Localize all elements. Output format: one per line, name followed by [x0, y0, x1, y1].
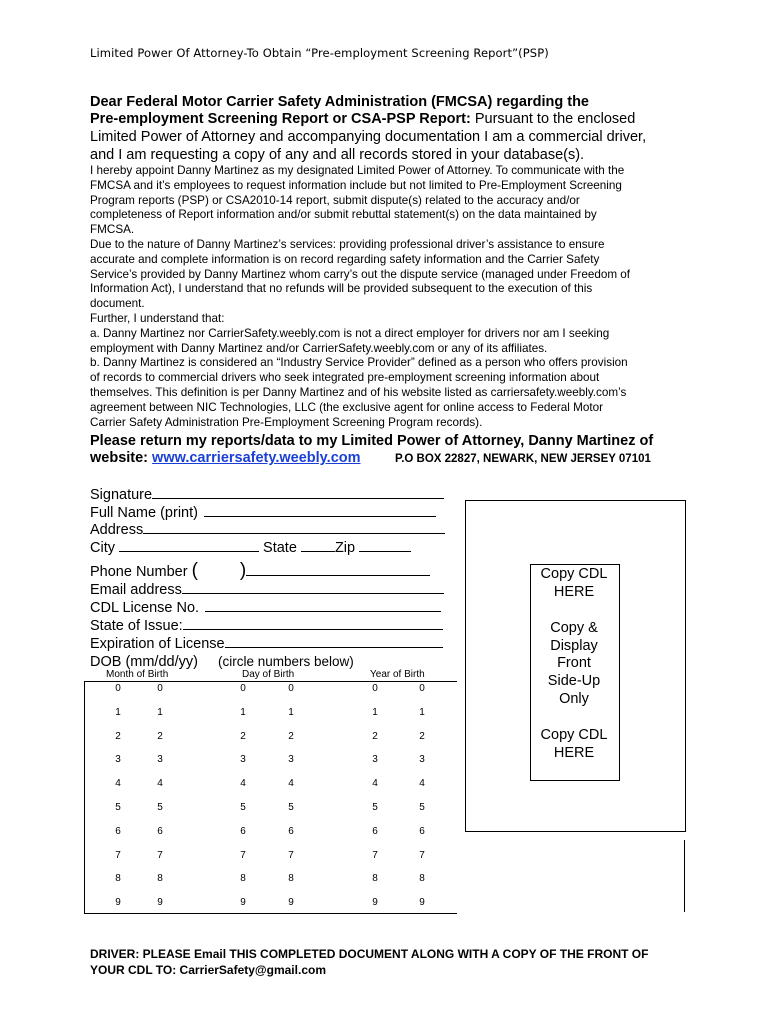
dob-digit[interactable]: 9	[372, 897, 378, 909]
dob-digit[interactable]: 7	[240, 849, 246, 861]
address-line[interactable]	[143, 521, 445, 534]
email-line[interactable]	[182, 581, 444, 594]
email-label: Email address	[90, 582, 182, 598]
dob-digit[interactable]: 1	[157, 706, 163, 718]
expiration-line[interactable]	[225, 635, 443, 648]
dob-digit[interactable]: 9	[288, 897, 294, 909]
dob-digit[interactable]: 2	[372, 730, 378, 742]
cdl-line: HERE	[553, 744, 595, 761]
body-line: Program reports (PSP) or CSA2010-14 report, submit dispute(s) related to the accuracy and/or	[90, 193, 580, 207]
dob-digit[interactable]: 3	[115, 754, 121, 766]
state-of-issue-line[interactable]	[183, 617, 443, 630]
cdl-line: Copy CDL	[540, 566, 608, 582]
dob-digit[interactable]: 0	[288, 683, 294, 694]
body-line: completeness of Report information and/or submit rebuttal statement(s) on the data maintained by	[90, 208, 597, 222]
website-label: website:	[90, 450, 149, 466]
full-name-field[interactable]	[90, 504, 436, 523]
mailing-address: P.O BOX 22827, NEWARK, NEW JERSEY 07101	[395, 453, 651, 465]
body-line: FMCSA.	[90, 223, 135, 237]
dob-digit[interactable]: 6	[157, 825, 163, 837]
dob-digit[interactable]: 7	[288, 849, 294, 861]
dob-digit[interactable]: 4	[288, 778, 294, 790]
cdl-line: Copy &	[550, 620, 598, 637]
dob-digit[interactable]: 8	[288, 873, 294, 885]
dob-digit[interactable]: 3	[419, 754, 425, 766]
website-link[interactable]: www.carriersafety.weebly.com	[152, 450, 361, 466]
state-label: State	[263, 540, 297, 556]
body-line: of records to commercial drivers who seek integrated pre-employment screening information about	[90, 371, 600, 385]
body-line: a. Danny Martinez nor CarrierSafety.weebly.com is not a direct employer for drivers nor am I seeking	[90, 326, 610, 340]
zip-label: Zip	[334, 540, 356, 556]
body-line: Due to the nature of Danny Martinez’s services: providing professional driver’s assistance to ensure	[90, 237, 605, 251]
cdl-number-field[interactable]	[90, 599, 441, 618]
dob-table	[84, 681, 457, 914]
dob-digit[interactable]: 4	[372, 778, 378, 790]
city-state-zip-field[interactable]	[90, 539, 411, 558]
dob-digit[interactable]: 2	[419, 730, 425, 742]
full-name-line[interactable]	[204, 504, 436, 517]
cdl-line: Display	[550, 637, 598, 654]
dob-label: DOB (mm/dd/yy)	[90, 654, 198, 670]
dob-digit[interactable]: 5	[419, 802, 425, 813]
greeting-line-1: Dear Federal Motor Carrier Safety Administration (FMCSA) regarding the	[90, 94, 589, 110]
dob-digit[interactable]: 0	[240, 683, 246, 694]
greeting-rest: Pursuant to the enclosed	[470, 111, 636, 127]
full-name-label: Full Name (print)	[90, 505, 198, 521]
dob-digit[interactable]: 6	[288, 825, 294, 837]
cdl-number-label: CDL License No.	[90, 600, 200, 616]
cdl-line: HERE	[553, 583, 595, 600]
dob-digit[interactable]: 9	[240, 897, 246, 909]
body-line: agreement between NIC Technologies, LLC (the exclusive agent for online access to Federal Motor	[90, 400, 604, 414]
dob-digit[interactable]: 4	[115, 778, 121, 790]
cdl-area-tail-line	[684, 840, 685, 912]
dob-digit[interactable]: 2	[157, 730, 163, 742]
state-of-issue-field[interactable]	[90, 617, 443, 636]
return-notice-website-line	[90, 450, 361, 467]
greeting-line-2	[90, 111, 635, 128]
dob-digit[interactable]: 4	[157, 778, 163, 790]
dob-digit[interactable]: 5	[372, 802, 378, 813]
intro-line-3: Limited Power of Attorney and accompanying documentation I am a commercial driver,	[90, 129, 647, 145]
expiration-label: Expiration of License	[90, 636, 225, 652]
signature-label: Signature	[90, 487, 153, 503]
body-line: Information Act), I understand that no refunds will be provided subsequent to the execution of this	[90, 282, 593, 296]
dob-digit[interactable]: 9	[419, 897, 425, 909]
footer-instruction-1: DRIVER: PLEASE Email THIS COMPLETED DOCUMENT ALONG WITH A COPY OF THE FRONT OF	[90, 947, 649, 961]
dob-digit[interactable]: 8	[240, 873, 246, 885]
body-line: I hereby appoint Danny Martinez as my designated Limited Power of Attorney. To communicate with the	[90, 164, 625, 177]
signature-field[interactable]	[90, 486, 444, 505]
cdl-line: Only	[559, 690, 589, 707]
dob-digit[interactable]: 7	[419, 849, 425, 861]
dob-digit[interactable]: 7	[372, 849, 378, 861]
dob-digit[interactable]: 0	[419, 683, 425, 694]
body-line: document.	[90, 297, 145, 311]
dob-digit[interactable]: 6	[240, 825, 246, 837]
phone-paren-close: )	[239, 560, 247, 581]
dob-digit[interactable]: 8	[115, 873, 121, 885]
dob-digit[interactable]: 9	[157, 897, 163, 909]
body-line: Further, I understand that:	[90, 311, 225, 325]
dob-digit[interactable]: 0	[157, 683, 163, 694]
city-line[interactable]	[119, 539, 259, 552]
dob-digit[interactable]: 3	[372, 754, 378, 766]
return-notice-line: Please return my reports/data to my Limited Power of Attorney, Danny Martinez of	[90, 433, 654, 449]
phone-line[interactable]	[246, 563, 430, 576]
body-text	[90, 164, 630, 430]
dob-digit[interactable]: 1	[419, 706, 425, 718]
dob-digit[interactable]: 1	[115, 706, 121, 718]
greeting-bold-part: Pre-employment Screening Report or CSA-PSP Report:	[90, 111, 471, 127]
dob-digit[interactable]: 7	[157, 849, 163, 861]
dob-digit[interactable]: 5	[115, 802, 121, 813]
dob-digit[interactable]: 6	[372, 825, 378, 837]
cdl-line: Side-Up	[547, 672, 601, 689]
day-header: Day of Birth	[242, 669, 295, 680]
dob-digit[interactable]: 3	[157, 754, 163, 766]
body-line: Service’s provided by Danny Martinez whom carry’s out the dispute service (managed under Freedom of	[90, 267, 631, 281]
dob-digit[interactable]: 6	[419, 825, 425, 837]
phone-label: Phone Number	[90, 564, 188, 580]
phone-field[interactable]	[90, 562, 430, 582]
dob-digit[interactable]: 2	[115, 730, 121, 742]
cdl-line: Front	[557, 655, 591, 672]
dob-digit[interactable]: 0	[372, 683, 378, 694]
dob-digit[interactable]: 0	[115, 683, 121, 694]
dob-digit[interactable]: 8	[372, 873, 378, 885]
dob-digit[interactable]: 5	[157, 802, 163, 813]
dob-digit[interactable]: 3	[240, 754, 246, 766]
city-label: City	[90, 540, 115, 556]
phone-paren-open: (	[191, 560, 198, 581]
dob-digit[interactable]: 8	[419, 873, 425, 885]
cdl-number-line[interactable]	[205, 599, 441, 612]
state-line[interactable]	[301, 539, 335, 552]
dob-hint: (circle numbers below)	[217, 654, 354, 669]
dob-digit[interactable]: 2	[240, 730, 246, 742]
dob-digit[interactable]: 1	[288, 706, 294, 718]
dob-digit[interactable]: 4	[240, 778, 246, 790]
state-of-issue-label: State of Issue:	[90, 618, 183, 634]
cdl-instructions	[531, 566, 617, 762]
dob-digit[interactable]: 9	[115, 897, 121, 909]
dob-digit[interactable]: 7	[115, 849, 121, 861]
body-line: accurate and complete information is on record regarding safety information and the Carrier Safety	[90, 252, 600, 266]
dob-digit[interactable]: 5	[240, 802, 246, 813]
dob-digit[interactable]: 2	[288, 730, 294, 742]
dob-digit[interactable]: 6	[115, 825, 121, 837]
address-field[interactable]	[90, 521, 445, 540]
document-header: Limited Power Of Attorney-To Obtain “Pre-employment Screening Report”(PSP)	[90, 46, 549, 60]
dob-digit[interactable]: 1	[240, 706, 246, 718]
month-header: Month of Birth	[106, 669, 169, 680]
dob-digit[interactable]: 1	[372, 706, 378, 718]
expiration-field[interactable]	[90, 635, 443, 654]
footer-instruction-2: YOUR CDL TO: CarrierSafety@gmail.com	[90, 963, 326, 977]
signature-line[interactable]	[152, 486, 444, 499]
body-line: FMCSA and it’s employees to request information include but not limited to Pre-Employment Screening	[90, 178, 622, 192]
email-field[interactable]	[90, 581, 444, 600]
body-line: b. Danny Martinez is considered an “Industry Service Provider” defined as a person who offers provision	[90, 356, 628, 370]
dob-digit[interactable]: 5	[288, 802, 294, 813]
dob-digit[interactable]: 4	[419, 778, 425, 790]
body-line: themselves. This definition is per Danny Martinez and of his website listed as carriersafety.weebly.com’s	[90, 385, 627, 399]
zip-line[interactable]	[359, 539, 411, 552]
dob-digit[interactable]: 3	[288, 754, 294, 766]
body-line: employment with Danny Martinez and/or CarrierSafety.weebly.com or any of its affiliates.	[90, 341, 548, 355]
cdl-line: Copy CDL	[540, 727, 608, 744]
year-header: Year of Birth	[370, 669, 425, 680]
intro-line-4: and I am requesting a copy of any and all records stored in your database(s).	[90, 147, 585, 163]
body-line: Carrier Safety Administration Pre-Employment Screening Program records).	[90, 415, 483, 429]
address-label: Address	[90, 522, 144, 538]
dob-digit[interactable]: 8	[157, 873, 163, 885]
